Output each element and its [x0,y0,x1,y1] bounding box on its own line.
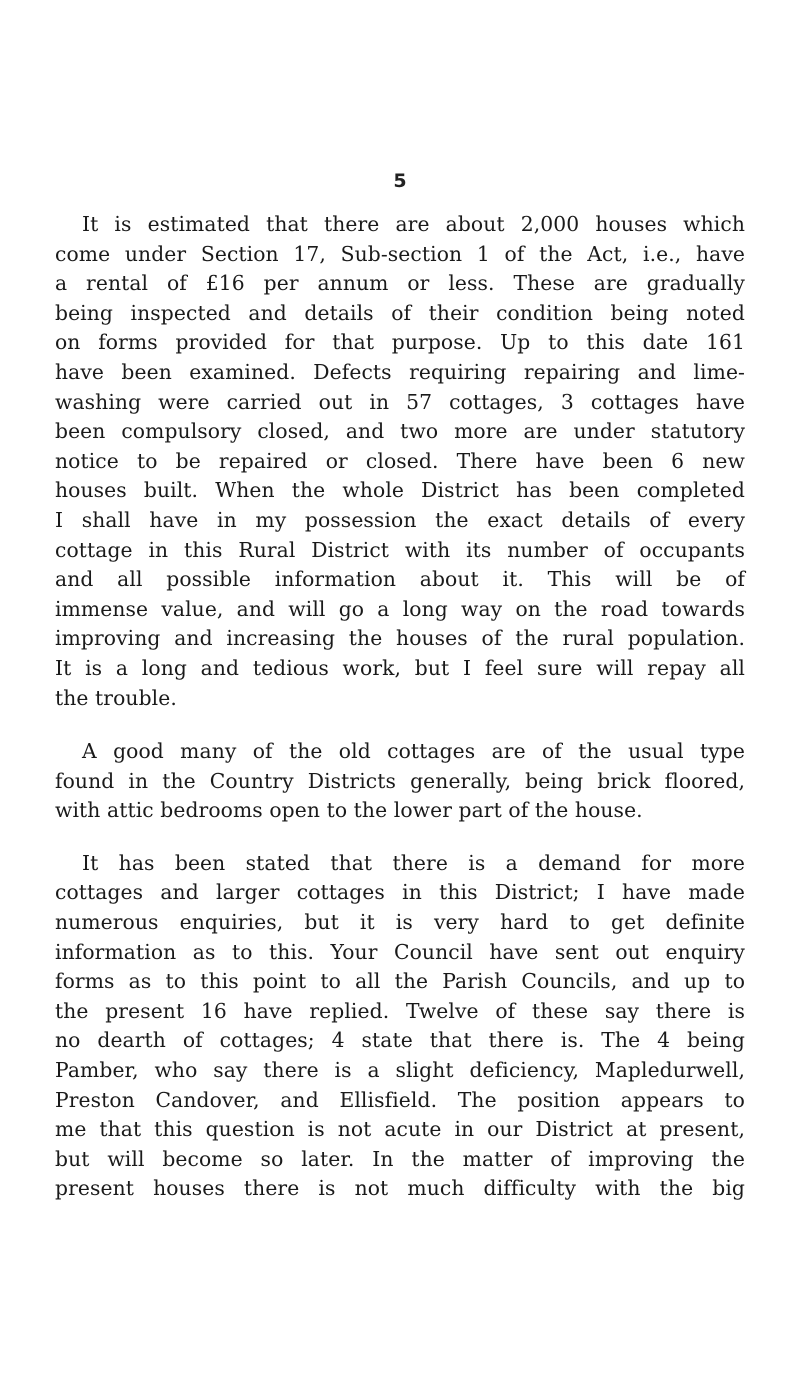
page-number: 5 [393,170,407,192]
text-line: the trouble. [55,685,177,710]
text-line: I shall have in my possession the exact details of every [55,507,745,532]
text-line: information as to this. Your Council have sent out enquiry [55,939,745,964]
text-line: Pamber, who say there is a slight deficiency, Mapledurwell, [55,1058,745,1083]
text-line: on forms provided for that purpose. Up to this date 161 [55,330,745,355]
text-line: have been examined. Defects requiring repairing and lime- [55,359,745,384]
text-line: immense value, and will go a long way on the road towards [55,596,745,621]
text-line: no dearth of cottages; 4 state that there is. The 4 being [55,1028,745,1053]
text-line: cottages and larger cottages in this District; I have made [55,880,745,905]
text-line: but will become so later. In the matter of improving the [55,1146,745,1171]
text-line: the present 16 have replied. Twelve of these say there is [55,998,745,1023]
paragraph-house-inspection [55,210,745,713]
text-line: come under Section 17, Sub-section 1 of the Act, i.e., have [55,241,745,266]
document-body [55,210,745,1204]
paragraph-cottage-demand [55,849,745,1204]
paragraph-cottage-type [55,737,745,826]
text-line: washing were carried out in 57 cottages, 3 cottages have [55,389,745,414]
text-line: present houses there is not much difficulty with the big [55,1176,745,1201]
text-line: houses built. When the whole District has been completed [55,478,745,503]
text-line: It has been stated that there is a demand for more [82,850,745,875]
text-line: A good many of the old cottages are of the usual type [82,739,745,764]
text-line: It is estimated that there are about 2,000 houses which [82,212,745,236]
text-line: been compulsory closed, and two more are under statutory [55,419,745,444]
text-line: being inspected and details of their condition being noted [55,300,745,325]
text-line: me that this question is not acute in our District at present, [55,1117,745,1142]
text-line: improving and increasing the houses of the rural population. [55,626,745,651]
text-line: found in the Country Districts generally, being brick floored, [55,768,745,793]
text-line: with attic bedrooms open to the lower part of the house. [55,798,643,823]
text-line: numerous enquiries, but it is very hard to get definite [55,910,745,935]
text-line: a rental of £16 per annum or less. These are gradually [55,271,745,296]
text-line: and all possible information about it. This will be of [55,567,745,592]
text-line: cottage in this Rural District with its number of occupants [55,537,745,562]
text-line: Preston Candover, and Ellisfield. The position appears to [55,1087,745,1112]
text-line: It is a long and tedious work, but I feel sure will repay all [55,655,745,680]
text-line: forms as to this point to all the Parish Councils, and up to [55,969,745,994]
text-line: notice to be repaired or closed. There have been 6 new [55,448,745,473]
